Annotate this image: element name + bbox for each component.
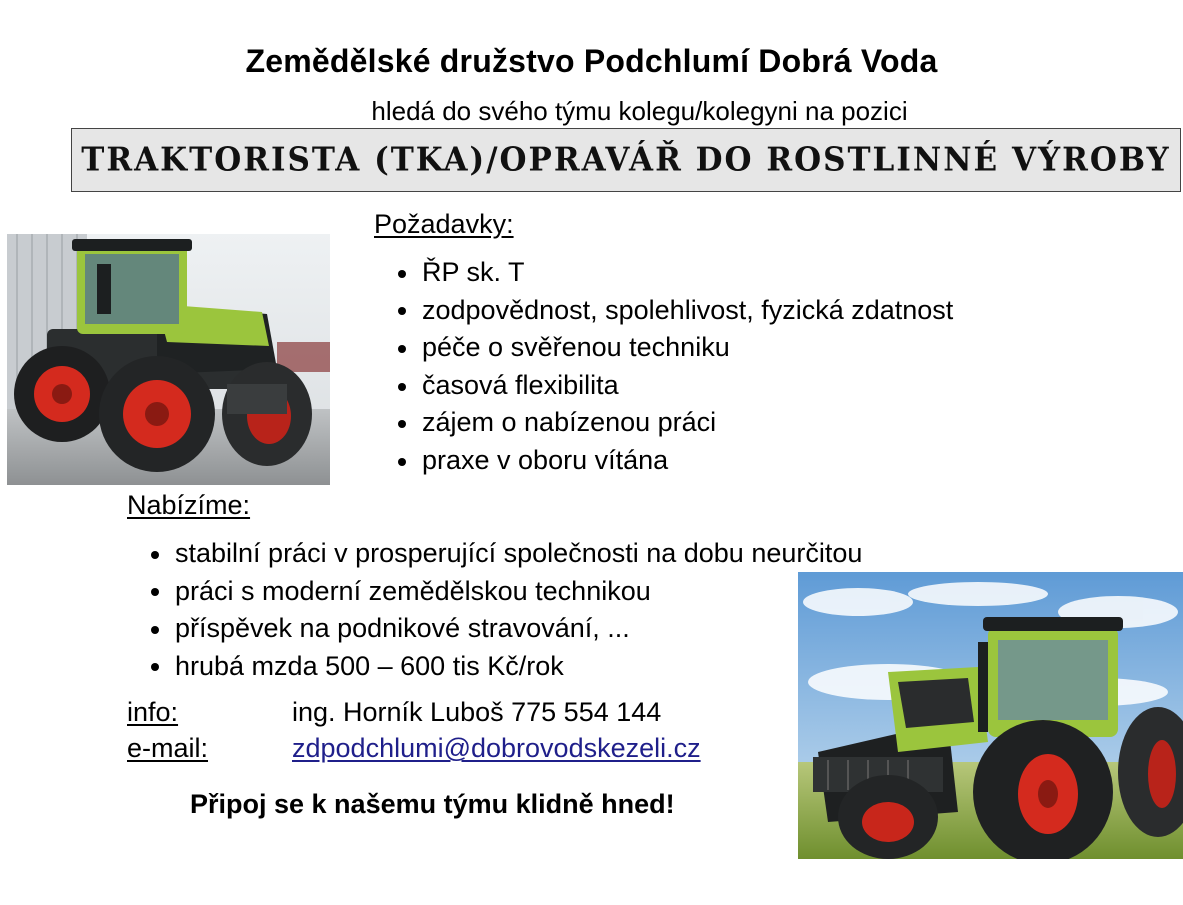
list-item: praxe v oboru vítána (396, 442, 953, 480)
requirements-list (396, 254, 953, 480)
position-title: TRAKTORISTA (TKA)/OPRAVÁŘ DO ROSTLINNÉ VÝROBY (81, 141, 1171, 179)
list-item: stabilní práci v prosperující společnosti na dobu neurčitou (149, 535, 862, 573)
tractor-photo-right (798, 572, 1183, 859)
offer-list (149, 535, 862, 685)
list-item: časová flexibilita (396, 367, 953, 405)
position-banner (71, 128, 1181, 192)
email-label: e-mail: (127, 733, 209, 763)
list-item: příspěvek na podnikové stravování, ... (149, 610, 862, 648)
info-label: info: (127, 697, 179, 727)
organization-title (0, 43, 1183, 80)
list-item: hrubá mzda 500 – 600 tis Kč/rok (149, 648, 862, 686)
list-item: péče o svěřenou techniku (396, 329, 953, 367)
list-item: práci s moderní zemědělskou technikou (149, 573, 862, 611)
list-item: zodpovědnost, spolehlivost, fyzická zdatnost (396, 292, 953, 330)
list-item: zájem o nabízenou práci (396, 404, 953, 442)
organization-title-text: Zemědělské družstvo Podchlumí Dobrá Voda (245, 43, 938, 79)
list-item: ŘP sk. T (396, 254, 953, 292)
tractor-photo-left (7, 234, 330, 485)
closing-statement: Připoj se k našemu týmu klidně hned! (190, 789, 675, 819)
subtitle: hledá do svého týmu kolegu/kolegyni na pozici (371, 96, 908, 126)
info-value: ing. Horník Luboš 775 554 144 (292, 697, 662, 727)
requirements-heading: Požadavky: (374, 209, 514, 239)
offer-heading: Nabízíme: (127, 490, 251, 520)
email-link[interactable]: zdpodchlumi@dobrovodskezeli.cz (292, 733, 701, 763)
